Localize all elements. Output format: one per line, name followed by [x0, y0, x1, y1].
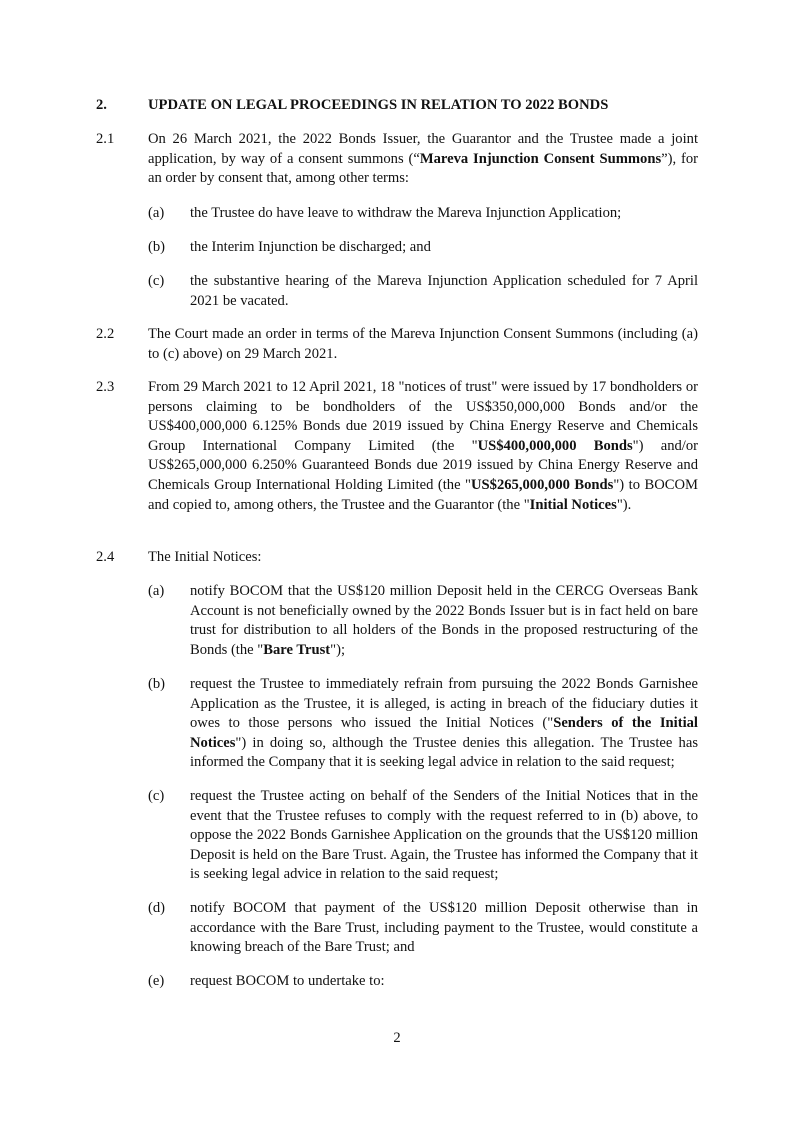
paragraph-number-2-3: 2.3	[96, 379, 115, 395]
defined-term-initial-notices: Initial Notices	[529, 496, 617, 513]
item-2-4-b-text-1: request the Trustee to immediately refrain from pursuing the 2022 Bonds Garnishee Application as the Trustee, it is alleged, is acting in breach of the fiduciary duties it owes to those persons who issued the Initial Notices ("	[190, 676, 698, 732]
defined-term-consent-summons: Mareva Injunction Consent Summons	[419, 150, 662, 167]
item-2-1-c: the substantive hearing of the Mareva Injunction Application scheduled for 7 April 2021 be vacated.	[190, 273, 698, 309]
item-label-2-4-b: (b)	[148, 676, 166, 692]
item-2-4-a-text-1: notify BOCOM that the US$120 million Deposit held in the CERCG Overseas Bank Account is not beneficially owned by the 2022 Bonds Issuer but is in fact held on bare trust for distribution to all holders of the Bonds in the proposed restructuring of the Bonds (the "	[190, 583, 698, 658]
defined-term-400m-bonds: US$400,000,000 Bonds	[477, 437, 633, 454]
paragraph-2-1-text-2: ”), for an order by consent that, among other terms:	[148, 150, 699, 187]
item-label-2-1-c: (c)	[148, 273, 165, 289]
paragraph-2-3-text-2: ") and/or US$265,000,000 6.250% Guaranteed Bonds due 2019 issued by China Energy Reserve and Chemicals Group International Holding Limited (the "	[148, 437, 698, 493]
item-label-2-4-c: (c)	[148, 788, 165, 804]
paragraph-2-4-intro: The Initial Notices:	[148, 549, 262, 565]
page-number: 2	[393, 1030, 401, 1046]
defined-term-265m-bonds: US$265,000,000 Bonds	[471, 476, 614, 493]
item-2-1-b: the Interim Injunction be discharged; and	[190, 239, 431, 255]
item-label-2-1-b: (b)	[148, 239, 166, 255]
paragraph-2-3-text-3: ") to BOCOM and copied to, among others, the Trustee and the Guarantor (the "	[148, 476, 698, 513]
item-label-2-4-a: (a)	[148, 583, 165, 599]
section-number: 2.	[96, 97, 107, 113]
item-label-2-1-a: (a)	[148, 205, 165, 221]
paragraph-number-2-4: 2.4	[96, 549, 115, 565]
defined-term-senders: Senders of the Initial Notices	[190, 715, 698, 751]
item-2-4-a	[190, 582, 698, 660]
item-2-1-a: the Trustee do have leave to withdraw the Mareva Injunction Application;	[190, 205, 622, 221]
paragraph-2-1	[148, 130, 698, 189]
item-2-4-c: request the Trustee acting on behalf of the Senders of the Initial Notices that in the event that the Trustee refuses to comply with the request referred to in (b) above, to oppose the 2022 Bonds Garnishee Application on the grounds that the US$120 million Deposit is held on the Bare Trust. Again, the Trustee has informed the Company that it is seeking legal advice in relation to the said request;	[190, 788, 698, 883]
paragraph-2-3-text-4: ").	[616, 496, 632, 513]
section-title: UPDATE ON LEGAL PROCEEDINGS IN RELATION TO 2022 BONDS	[148, 97, 609, 113]
item-label-2-4-d: (d)	[148, 900, 166, 916]
paragraph-number-2-1: 2.1	[96, 131, 115, 147]
paragraph-2-3-text-1: From 29 March 2021 to 12 April 2021, 18 "notices of trust" were issued by 17 bondholders or persons claiming to be bondholders of the US$350,000,000 Bonds and/or the US$400,000,000 6.125% Bonds due 2019 issued by China Energy Reserve and Chemicals Group International Company Limited (the "	[148, 379, 698, 454]
paragraph-number-2-2: 2.2	[96, 326, 115, 342]
item-2-4-b-text-2: ") in doing so, although the Trustee denies this allegation. The Trustee has informed the Company that it is seeking legal advice in relation to the said request;	[190, 734, 698, 771]
item-2-4-a-text-2: ");	[330, 641, 346, 658]
item-2-4-b	[190, 675, 698, 773]
item-2-4-e: request BOCOM to undertake to:	[190, 973, 385, 989]
paragraph-2-3	[148, 378, 698, 515]
item-2-4-d: notify BOCOM that payment of the US$120 million Deposit otherwise than in accordance with the Bare Trust, including payment to the Trustee, would constitute a knowing breach of the Bare Trust; and	[190, 900, 698, 956]
paragraph-2-2: The Court made an order in terms of the Mareva Injunction Consent Summons (including (a) to (c) above) on 29 March 2021.	[148, 326, 698, 362]
paragraph-2-1-text-1: On 26 March 2021, the 2022 Bonds Issuer, the Guarantor and the Trustee made a joint application, by way of a consent summons (“	[148, 131, 698, 167]
item-label-2-4-e: (e)	[148, 973, 165, 989]
defined-term-bare-trust: Bare Trust	[263, 641, 331, 658]
